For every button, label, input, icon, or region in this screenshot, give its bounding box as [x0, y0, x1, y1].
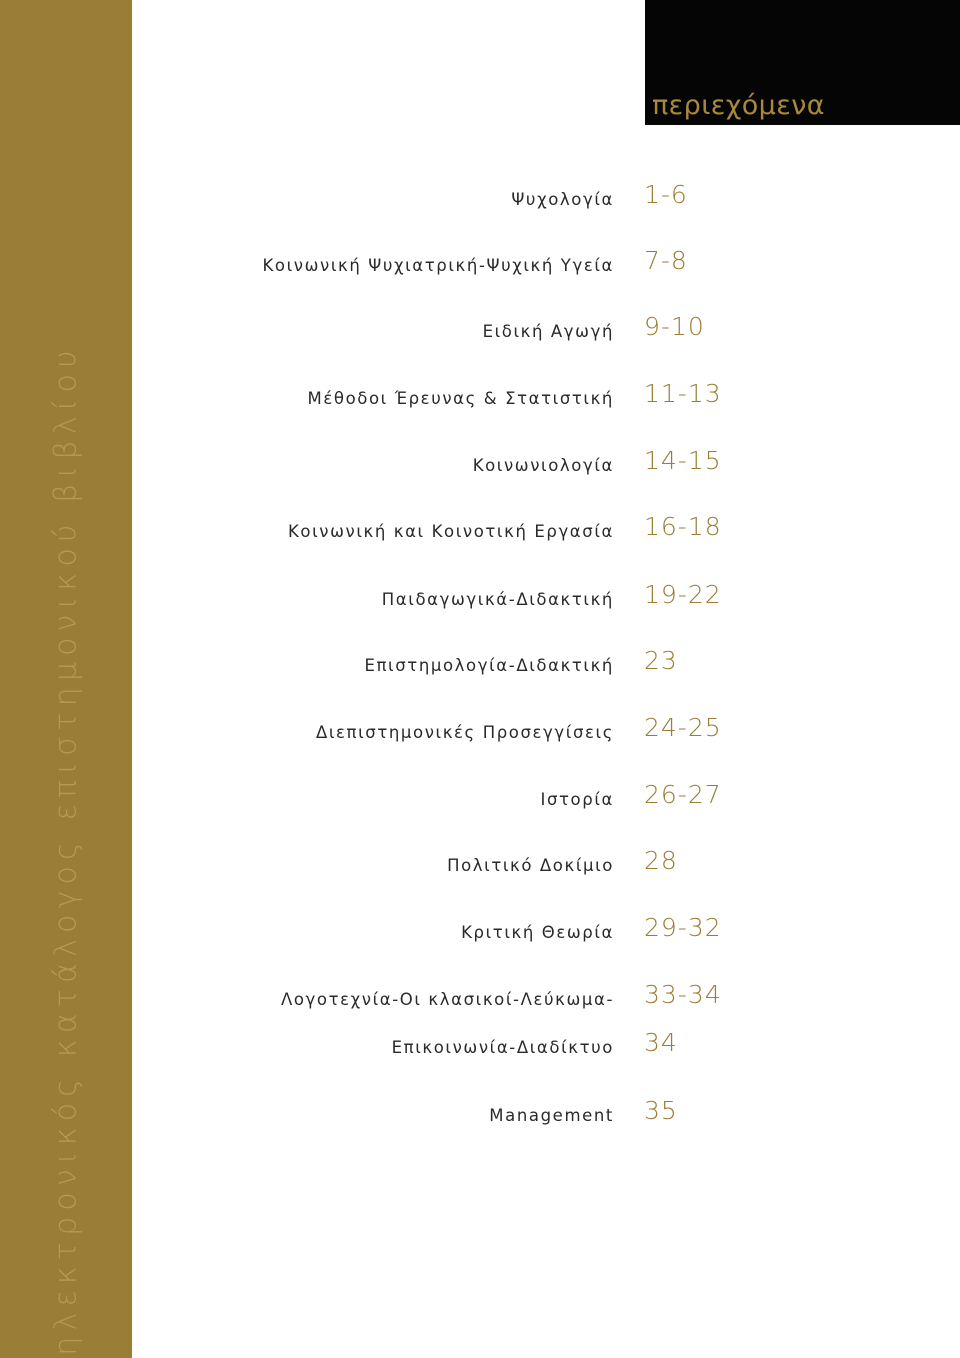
toc-page-range: 14-15	[644, 446, 722, 475]
toc-label: Επικοινωνία-Διαδίκτυο	[391, 1038, 614, 1057]
toc-label: Επιστημολογία-Διδακτική	[364, 656, 614, 675]
toc-page-range: 7-8	[644, 246, 688, 275]
toc-row[interactable]	[0, 512, 960, 552]
toc-page-range: 29-32	[644, 913, 722, 942]
toc-label: Διεπιστημονικές Προσεγγίσεις	[315, 723, 614, 742]
toc-label: Κοινωνική και Κοινοτική Εργασία	[288, 522, 614, 541]
header-box	[645, 0, 960, 125]
toc-row[interactable]	[0, 846, 960, 886]
toc-page-range: 1-6	[644, 180, 688, 209]
toc-page-range: 9-10	[644, 312, 705, 341]
toc-row[interactable]	[0, 180, 960, 220]
toc-row[interactable]	[0, 379, 960, 419]
toc-page-range: 34	[644, 1028, 678, 1057]
toc-row[interactable]	[0, 580, 960, 620]
toc-page-range: 16-18	[644, 512, 722, 541]
toc-label: Πολιτικό Δοκίμιο	[447, 856, 614, 875]
toc-label: Κριτική Θεωρία	[461, 923, 614, 942]
toc-page-range: 19-22	[644, 580, 722, 609]
toc-label: Κοινωνική Ψυχιατρική-Ψυχική Υγεία	[262, 256, 614, 275]
toc-page-range: 33-34	[644, 980, 722, 1009]
toc-label: Κοινωνιολογία	[472, 456, 614, 475]
toc-label: Παιδαγωγικά-Διδακτική	[381, 590, 614, 609]
toc-label: Μέθοδοι Έρευνας & Στατιστική	[307, 389, 614, 408]
toc-page-range: 35	[644, 1096, 678, 1125]
toc-row[interactable]	[0, 1028, 960, 1068]
toc-row[interactable]	[0, 780, 960, 820]
toc-page-range: 24-25	[644, 713, 722, 742]
toc-row[interactable]	[0, 312, 960, 352]
toc-label: Ψυχολογία	[511, 190, 614, 209]
toc-row[interactable]	[0, 246, 960, 286]
toc-row[interactable]	[0, 980, 960, 1020]
toc-row[interactable]	[0, 1096, 960, 1136]
toc-page-range: 28	[644, 846, 678, 875]
toc-label: Management	[489, 1106, 614, 1125]
toc-row[interactable]	[0, 446, 960, 486]
toc-row[interactable]	[0, 913, 960, 953]
toc-label: Ειδική Αγωγή	[482, 322, 614, 341]
toc-page-range: 26-27	[644, 780, 722, 809]
toc-row[interactable]	[0, 713, 960, 753]
toc-page-range: 23	[644, 646, 678, 675]
toc-label: Λογοτεχνία-Οι κλασικοί-Λεύκωμα-	[280, 990, 614, 1009]
toc-row[interactable]	[0, 646, 960, 686]
sidebar-vertical-title: ηλεκτρονικός κατάλογος επιστημονικού βιβλίου	[48, 344, 84, 1356]
toc-page-range: 11-13	[644, 379, 722, 408]
page-title: περιεχόμενα	[652, 90, 825, 121]
toc-label: Ιστορία	[540, 790, 614, 809]
